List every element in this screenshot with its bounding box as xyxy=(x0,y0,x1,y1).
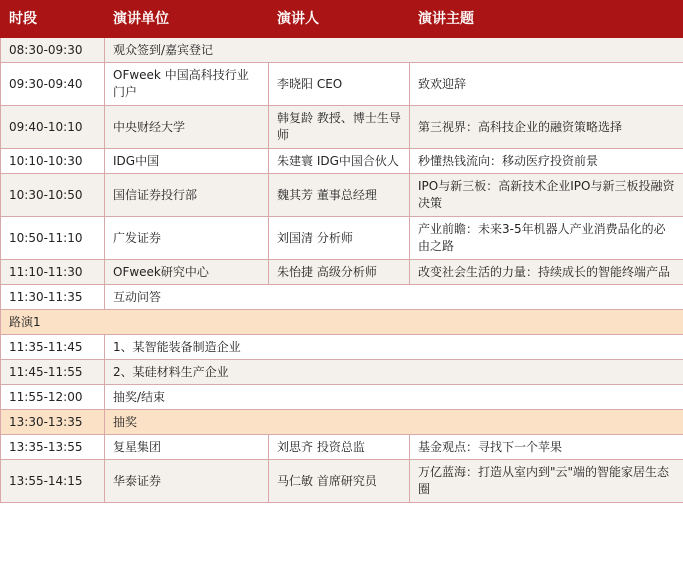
org-cell: 广发证券 xyxy=(105,217,269,260)
topic-cell: 第三视界：高科技企业的融资策略选择 xyxy=(410,106,683,149)
merged-cell: 观众签到/嘉宾登记 xyxy=(105,38,683,63)
header-speaker: 演讲人 xyxy=(269,1,410,38)
time-cell: 09:40-10:10 xyxy=(1,106,105,149)
time-cell: 11:35-11:45 xyxy=(1,335,105,360)
table-row xyxy=(1,149,683,174)
time-cell: 11:30-11:35 xyxy=(1,285,105,310)
org-cell: OFweek 中国高科技行业门户 xyxy=(105,63,269,106)
topic-cell: 改变社会生活的力量：持续成长的智能终端产品 xyxy=(410,260,683,285)
topic-cell: 万亿蓝海：打造从室内到"云"端的智能家居生态圈 xyxy=(410,460,683,503)
table-row xyxy=(1,410,683,435)
merged-cell: 抽奖 xyxy=(105,410,683,435)
speaker-cell: 马仁敏 首席研究员 xyxy=(269,460,410,503)
table-row xyxy=(1,38,683,63)
table-row xyxy=(1,360,683,385)
header-row xyxy=(1,1,683,38)
merged-cell: 互动问答 xyxy=(105,285,683,310)
table-row xyxy=(1,63,683,106)
speaker-cell: 魏其芳 董事总经理 xyxy=(269,174,410,217)
speaker-cell: 朱怡捷 高级分析师 xyxy=(269,260,410,285)
speaker-cell: 韩复龄 教授、博士生导师 xyxy=(269,106,410,149)
time-cell: 10:50-11:10 xyxy=(1,217,105,260)
table-row xyxy=(1,260,683,285)
time-cell: 11:10-11:30 xyxy=(1,260,105,285)
table-row xyxy=(1,385,683,410)
header-org: 演讲单位 xyxy=(105,1,269,38)
table-row xyxy=(1,285,683,310)
org-cell: 中央财经大学 xyxy=(105,106,269,149)
merged-cell: 抽奖/结束 xyxy=(105,385,683,410)
table-row xyxy=(1,106,683,149)
time-cell: 13:55-14:15 xyxy=(1,460,105,503)
org-cell: IDG中国 xyxy=(105,149,269,174)
time-cell: 13:35-13:55 xyxy=(1,435,105,460)
table-row xyxy=(1,217,683,260)
org-cell: 国信证券投行部 xyxy=(105,174,269,217)
speaker-cell: 朱建寰 IDG中国合伙人 xyxy=(269,149,410,174)
time-cell: 08:30-09:30 xyxy=(1,38,105,63)
org-cell: OFweek研究中心 xyxy=(105,260,269,285)
topic-cell: 秒懂热钱流向：移动医疗投资前景 xyxy=(410,149,683,174)
speaker-cell: 刘国清 分析师 xyxy=(269,217,410,260)
time-cell: 09:30-09:40 xyxy=(1,63,105,106)
topic-cell: 致欢迎辞 xyxy=(410,63,683,106)
time-cell: 10:10-10:30 xyxy=(1,149,105,174)
time-cell: 11:55-12:00 xyxy=(1,385,105,410)
time-cell: 13:30-13:35 xyxy=(1,410,105,435)
org-cell: 复星集团 xyxy=(105,435,269,460)
section-label: 路演1 xyxy=(1,310,683,335)
time-cell: 10:30-10:50 xyxy=(1,174,105,217)
topic-cell: 产业前瞻：未来3-5年机器人产业消费品化的必由之路 xyxy=(410,217,683,260)
time-cell: 11:45-11:55 xyxy=(1,360,105,385)
topic-cell: 基金观点：寻找下一个苹果 xyxy=(410,435,683,460)
section-row xyxy=(1,310,683,335)
header-topic: 演讲主题 xyxy=(410,1,683,38)
table-row xyxy=(1,335,683,360)
table-row xyxy=(1,174,683,217)
org-cell: 华泰证券 xyxy=(105,460,269,503)
merged-cell: 1、某智能装备制造企业 xyxy=(105,335,683,360)
merged-cell: 2、某硅材料生产企业 xyxy=(105,360,683,385)
speaker-cell: 刘思齐 投资总监 xyxy=(269,435,410,460)
table-row xyxy=(1,460,683,503)
topic-cell: IPO与新三板：高新技术企业IPO与新三板投融资决策 xyxy=(410,174,683,217)
header-time: 时段 xyxy=(1,1,105,38)
table-row xyxy=(1,435,683,460)
speaker-cell: 李晓阳 CEO xyxy=(269,63,410,106)
